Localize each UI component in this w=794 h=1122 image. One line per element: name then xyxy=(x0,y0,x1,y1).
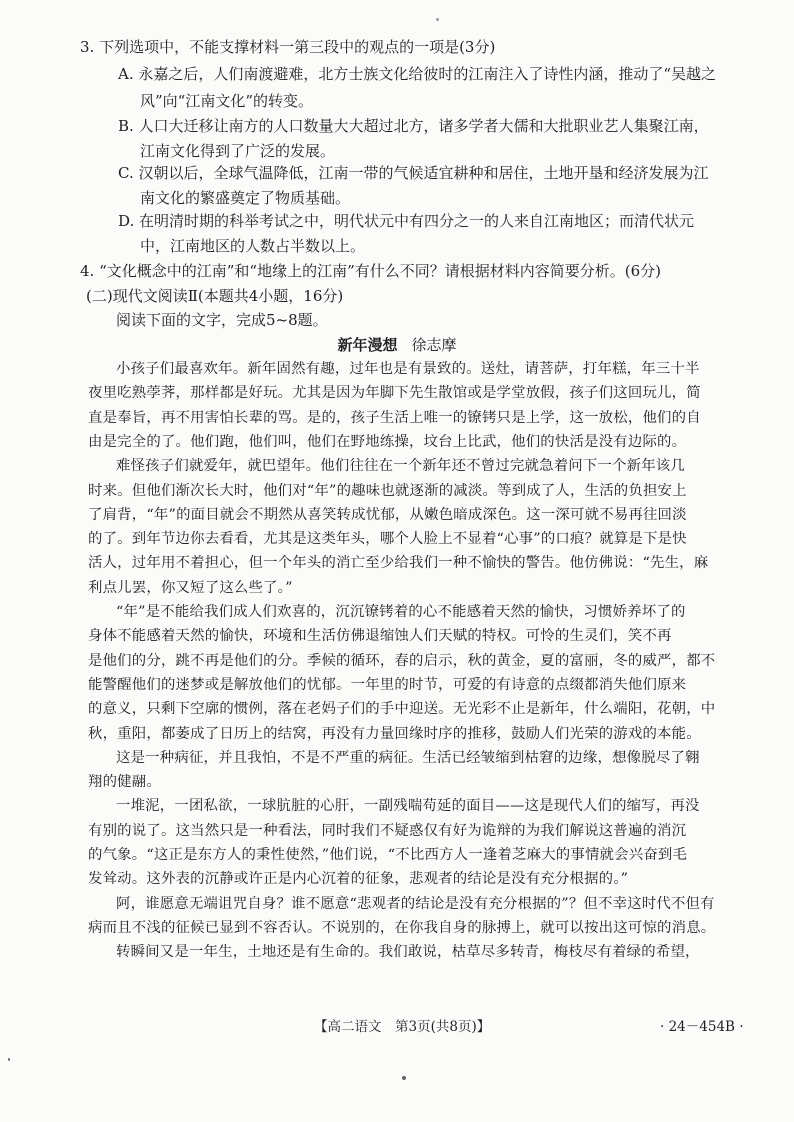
article-line: 秋，重阳，都萎成了日历上的结窝，再没有力量回缘时序的推移，鼓励人们光荣的游戏的本能。 xyxy=(88,726,701,742)
section-instruction: 阅读下面的文字，完成5~8题。 xyxy=(116,311,328,329)
question-4: 4. “文化概念中的江南”和“地缘上的江南”有什么不同？请根据材料内容简要分析。(6分) xyxy=(80,262,662,280)
article-line: 时来。但他们渐次长大时，他们对“年”的趣味也就逐渐的减淡。等到成了人，生活的负担安上 xyxy=(88,483,687,499)
article-line: 发耸动。这外表的沉静或许正是内心沉着的征象，悲观者的结论是没有充分根据的。” xyxy=(88,871,629,887)
footer-code: · 24－454B · xyxy=(660,1019,744,1035)
article-author: 徐志摩 xyxy=(411,336,457,354)
option-a-line-1: A. 永嘉之后，人们南渡避难，北方士族文化给彼时的江南注入了诗性内涵，推动了“吴越之 xyxy=(118,65,717,83)
article-line: 直是奉旨，再不用害怕长辈的骂。是的，孩子生活上唯一的镣铐只是上学，这一放松，他们的自 xyxy=(88,410,701,426)
article-title-line xyxy=(0,335,794,355)
article-line: 翔的健翮。 xyxy=(88,774,161,790)
scan-speck xyxy=(402,1076,406,1080)
article-line: 身体不能感着天然的愉快，环境和生活仿佛退缩蚀人们天赋的特权。可怜的生灵们，笑不再 xyxy=(88,628,672,644)
article-line: 转瞬间又是一年生，土地还是有生命的。我们敢说，枯草尽多转青，梅枝尽有着绿的希望， xyxy=(116,944,700,960)
article-line: 活人，过年用不着担心，但一个年头的消亡至少给我们一种不愉快的警告。他仿佛说：“先生，麻 xyxy=(88,555,709,571)
section-heading: (二)现代文阅读Ⅱ(本题共4小题，16分) xyxy=(86,287,344,305)
article-line: 利点儿罢，你又短了这么些了。” xyxy=(88,580,293,596)
option-c-line-2: 南文化的繁盛奠定了物质基础。 xyxy=(140,189,351,207)
article-line: 的气象。“这正是东方人的秉性使然，”他们说，“不比西方人一逢着芝麻大的事情就会兴奋到毛 xyxy=(88,847,688,863)
article-line: “年”是不能给我们成人们欢喜的，沉沉镣铐着的心不能感着天然的愉快，习惯娇养坏了的 xyxy=(116,604,686,620)
article-line: 难怪孩子们就爱年，就巴望年。他们往往在一个新年还不曾过完就急着问下一个新年该几 xyxy=(116,458,686,474)
article-line: 有别的说了。这当然只是一种看法，同时我们不疑惑仅有好为诡辩的为我们解说这普遍的消沉 xyxy=(88,823,687,839)
option-b-line-2: 江南文化得到了广泛的发展。 xyxy=(140,142,336,160)
article-line: 小孩子们最喜欢年。新年固然有趣，过年也是有景致的。送灶，请菩萨，打年糕，年三十半 xyxy=(116,361,700,377)
article-line: 这是一种病征，并且我怕，不是不严重的病征。生活已经皱缩到枯窘的边缘，想像脱尽了翱 xyxy=(116,750,700,766)
footer-page-label: 【高二语文 第3页(共8页)】 xyxy=(314,1019,491,1035)
article-line: 是他们的分，跳不再是他们的分。季候的循环，春的启示，秋的黄金，夏的富丽，冬的威严，都不 xyxy=(88,653,716,669)
option-d-line-1: D. 在明清时期的科举考试之中，明代状元中有四分之一的人来自江南地区；而清代状元 xyxy=(118,212,695,230)
article-line: 由是完全的了。他们跑，他们叫，他们在野地练操，坟台上比武，他们的快活是没有边际的。 xyxy=(88,434,687,450)
scan-speck xyxy=(8,1058,10,1061)
option-b-line-1: B. 人口大迁移让南方的人口数量大大超过北方，诸多学者大儒和大批职业艺人集聚江南， xyxy=(118,117,709,135)
scan-speck xyxy=(436,18,439,21)
article-line: 一堆泥，一团私欲，一球肮脏的心肝，一副残喘苟延的面目——这是现代人们的缩写，再没 xyxy=(116,798,700,814)
article-line: 病而且不浅的征候已显到不容否认。不说别的，在你我自身的脉搏上，就可以按出这可惊的消息。 xyxy=(88,920,716,936)
option-a-line-2: 风”向“江南文化”的转变。 xyxy=(140,92,314,110)
article-line: 的意义，只剩下空廓的惯例，落在老妈子们的手中迎送。无光彩不止是新年，什么端阳，花朝，中 xyxy=(88,701,716,717)
option-c-line-1: C. 汉朝以后，全球气温降低，江南一带的气候适宜耕种和居住，土地开垦和经济发展为江 xyxy=(118,164,709,182)
option-d-line-2: 中，江南地区的人数占半数以上。 xyxy=(140,237,366,255)
article-line: 的了。到年节边你去看看，尤其是这类年头，哪个人脸上不显着“心事”的口痕？就算是下是快 xyxy=(88,531,687,547)
article-title: 新年漫想 xyxy=(337,336,398,354)
article-line: 夜里吃熟荸荠，那样都是好玩。尤其是因为年脚下先生散馆或是学堂放假，孩子们这回玩儿，简 xyxy=(88,385,701,401)
article-line: 阿，谁愿意无端诅咒自身？谁不愿意“悲观者的结论是没有充分根据的”？但不幸这时代不但有 xyxy=(116,896,715,912)
question-3: 3. 下列选项中，不能支撑材料一第三段中的观点的一项是(3分) xyxy=(80,38,496,56)
article-line: 了肩背，“年”的面目就会不期然从喜笑转成忧郁，从嫩色暗成深色。这一深可就不易再往回淡 xyxy=(88,507,687,523)
article-line: 能警醒他们的迷梦或是解放他们的忧郁。一年里的时节，可爱的有诗意的点缀都消失他们原来 xyxy=(88,677,687,693)
